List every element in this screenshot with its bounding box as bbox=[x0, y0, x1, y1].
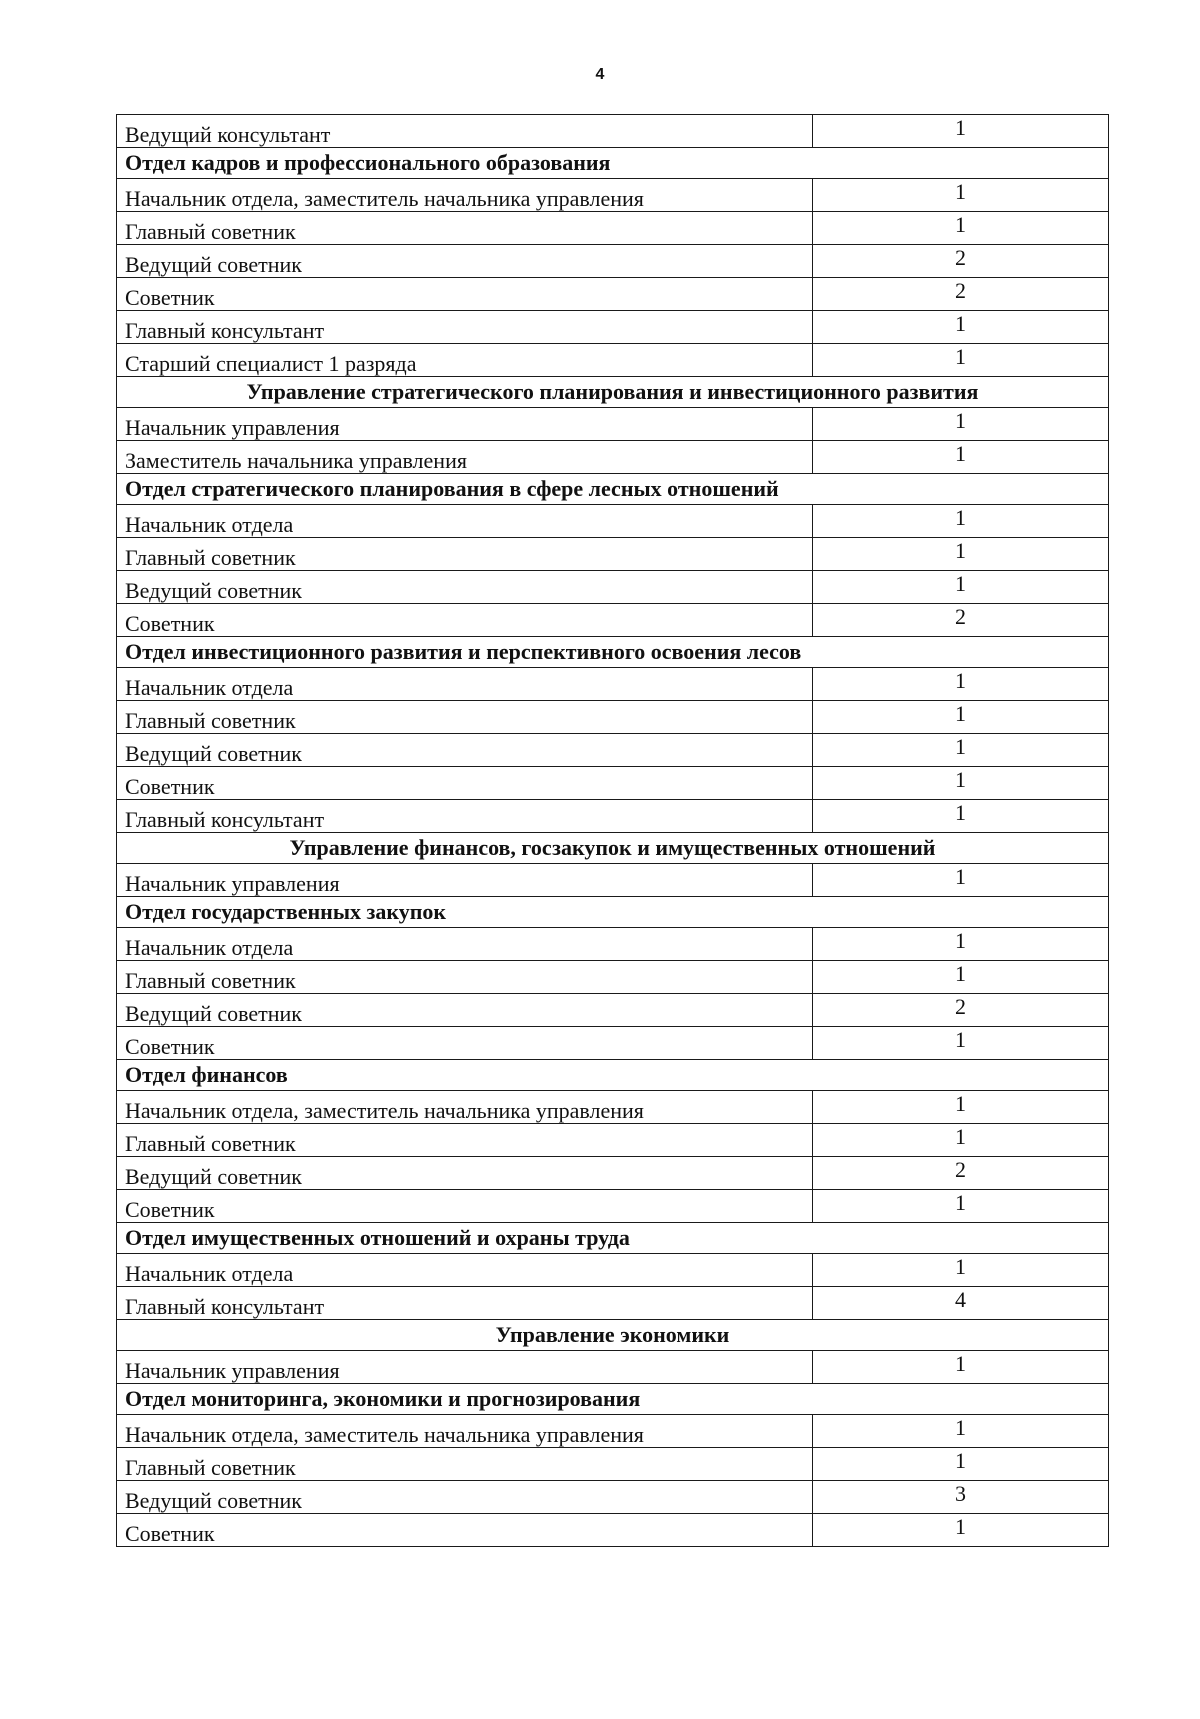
staff-table-body bbox=[117, 115, 1109, 1547]
staff-table bbox=[116, 114, 1109, 1547]
position-count: 4 bbox=[813, 1287, 1109, 1320]
section-heading: Отдел имущественных отношений и охраны труда bbox=[117, 1223, 1109, 1254]
section-row bbox=[117, 833, 1109, 864]
table-row bbox=[117, 961, 1109, 994]
table-row bbox=[117, 928, 1109, 961]
position-count: 3 bbox=[813, 1481, 1109, 1514]
position-count: 1 bbox=[813, 1091, 1109, 1124]
position-count: 1 bbox=[813, 179, 1109, 212]
position-name: Заместитель начальника управления bbox=[117, 441, 813, 474]
position-count: 1 bbox=[813, 1514, 1109, 1547]
position-count: 1 bbox=[813, 571, 1109, 604]
position-count: 1 bbox=[813, 864, 1109, 897]
table-row bbox=[117, 571, 1109, 604]
position-name: Главный советник bbox=[117, 1448, 813, 1481]
position-count: 1 bbox=[813, 441, 1109, 474]
position-count: 2 bbox=[813, 278, 1109, 311]
table-row bbox=[117, 538, 1109, 571]
position-name: Советник bbox=[117, 1027, 813, 1060]
position-name: Старший специалист 1 разряда bbox=[117, 344, 813, 377]
section-row bbox=[117, 637, 1109, 668]
position-count: 1 bbox=[813, 344, 1109, 377]
table-row bbox=[117, 734, 1109, 767]
position-name: Ведущий советник bbox=[117, 734, 813, 767]
position-name: Главный советник bbox=[117, 538, 813, 571]
table-row bbox=[117, 701, 1109, 734]
position-name: Начальник отдела bbox=[117, 505, 813, 538]
table-row bbox=[117, 344, 1109, 377]
section-heading: Отдел инвестиционного развития и перспективного освоения лесов bbox=[117, 637, 1109, 668]
table-row bbox=[117, 994, 1109, 1027]
position-count: 2 bbox=[813, 994, 1109, 1027]
table-row bbox=[117, 864, 1109, 897]
section-heading: Управление стратегического планирования и инвестиционного развития bbox=[117, 377, 1109, 408]
table-row bbox=[117, 1091, 1109, 1124]
section-heading: Отдел кадров и профессионального образования bbox=[117, 148, 1109, 179]
table-row bbox=[117, 441, 1109, 474]
position-name: Начальник отдела bbox=[117, 1254, 813, 1287]
position-count: 1 bbox=[813, 1254, 1109, 1287]
position-count: 1 bbox=[813, 212, 1109, 245]
section-heading: Управление финансов, госзакупок и имущественных отношений bbox=[117, 833, 1109, 864]
position-count: 1 bbox=[813, 767, 1109, 800]
position-count: 1 bbox=[813, 1448, 1109, 1481]
section-heading: Отдел финансов bbox=[117, 1060, 1109, 1091]
position-name: Начальник управления bbox=[117, 864, 813, 897]
table-row bbox=[117, 1415, 1109, 1448]
position-name: Начальник отдела, заместитель начальника управления bbox=[117, 179, 813, 212]
section-row bbox=[117, 377, 1109, 408]
table-row bbox=[117, 1027, 1109, 1060]
position-name: Главный консультант bbox=[117, 311, 813, 344]
position-name: Начальник управления bbox=[117, 408, 813, 441]
position-name: Главный советник bbox=[117, 212, 813, 245]
position-count: 1 bbox=[813, 311, 1109, 344]
table-row bbox=[117, 115, 1109, 148]
position-name: Ведущий консультант bbox=[117, 115, 813, 148]
position-count: 1 bbox=[813, 701, 1109, 734]
table-row bbox=[117, 212, 1109, 245]
position-name: Ведущий советник bbox=[117, 1157, 813, 1190]
table-row bbox=[117, 1190, 1109, 1223]
section-row bbox=[117, 897, 1109, 928]
position-count: 1 bbox=[813, 1124, 1109, 1157]
position-name: Ведущий советник bbox=[117, 1481, 813, 1514]
position-count: 1 bbox=[813, 734, 1109, 767]
position-count: 1 bbox=[813, 961, 1109, 994]
position-count: 1 bbox=[813, 1351, 1109, 1384]
section-heading: Отдел стратегического планирования в сфере лесных отношений bbox=[117, 474, 1109, 505]
section-heading: Управление экономики bbox=[117, 1320, 1109, 1351]
position-count: 1 bbox=[813, 668, 1109, 701]
table-row bbox=[117, 1124, 1109, 1157]
position-count: 1 bbox=[813, 928, 1109, 961]
position-name: Ведущий советник bbox=[117, 245, 813, 278]
table-row bbox=[117, 179, 1109, 212]
table-row bbox=[117, 1448, 1109, 1481]
section-heading: Отдел мониторинга, экономики и прогнозирования bbox=[117, 1384, 1109, 1415]
section-row bbox=[117, 1384, 1109, 1415]
position-name: Начальник отдела, заместитель начальника управления bbox=[117, 1091, 813, 1124]
table-row bbox=[117, 604, 1109, 637]
position-name: Начальник отдела bbox=[117, 928, 813, 961]
position-count: 1 bbox=[813, 538, 1109, 571]
position-count: 1 bbox=[813, 505, 1109, 538]
position-name: Главный советник bbox=[117, 961, 813, 994]
table-row bbox=[117, 505, 1109, 538]
page-number: 4 bbox=[595, 66, 605, 83]
section-row bbox=[117, 1320, 1109, 1351]
table-row bbox=[117, 245, 1109, 278]
table-row bbox=[117, 1287, 1109, 1320]
position-count: 2 bbox=[813, 245, 1109, 278]
section-row bbox=[117, 474, 1109, 505]
position-count: 1 bbox=[813, 1415, 1109, 1448]
table-row bbox=[117, 1351, 1109, 1384]
table-row bbox=[117, 1157, 1109, 1190]
section-row bbox=[117, 1223, 1109, 1254]
position-name: Главный консультант bbox=[117, 1287, 813, 1320]
table-row bbox=[117, 311, 1109, 344]
position-name: Начальник управления bbox=[117, 1351, 813, 1384]
position-name: Советник bbox=[117, 604, 813, 637]
section-row bbox=[117, 148, 1109, 179]
position-name: Ведущий советник bbox=[117, 994, 813, 1027]
position-name: Советник bbox=[117, 767, 813, 800]
position-count: 2 bbox=[813, 1157, 1109, 1190]
position-name: Начальник отдела, заместитель начальника управления bbox=[117, 1415, 813, 1448]
position-name: Главный советник bbox=[117, 701, 813, 734]
table-row bbox=[117, 278, 1109, 311]
position-count: 1 bbox=[813, 1027, 1109, 1060]
position-count: 1 bbox=[813, 115, 1109, 148]
table-row bbox=[117, 408, 1109, 441]
position-name: Советник bbox=[117, 278, 813, 311]
position-name: Начальник отдела bbox=[117, 668, 813, 701]
table-row bbox=[117, 1481, 1109, 1514]
table-row bbox=[117, 800, 1109, 833]
position-count: 2 bbox=[813, 604, 1109, 637]
position-count: 1 bbox=[813, 800, 1109, 833]
table-row bbox=[117, 1254, 1109, 1287]
position-count: 1 bbox=[813, 1190, 1109, 1223]
position-name: Советник bbox=[117, 1514, 813, 1547]
section-row bbox=[117, 1060, 1109, 1091]
position-name: Главный консультант bbox=[117, 800, 813, 833]
table-row bbox=[117, 1514, 1109, 1547]
section-heading: Отдел государственных закупок bbox=[117, 897, 1109, 928]
position-name: Советник bbox=[117, 1190, 813, 1223]
position-name: Главный советник bbox=[117, 1124, 813, 1157]
table-row bbox=[117, 668, 1109, 701]
table-row bbox=[117, 767, 1109, 800]
position-count: 1 bbox=[813, 408, 1109, 441]
position-name: Ведущий советник bbox=[117, 571, 813, 604]
